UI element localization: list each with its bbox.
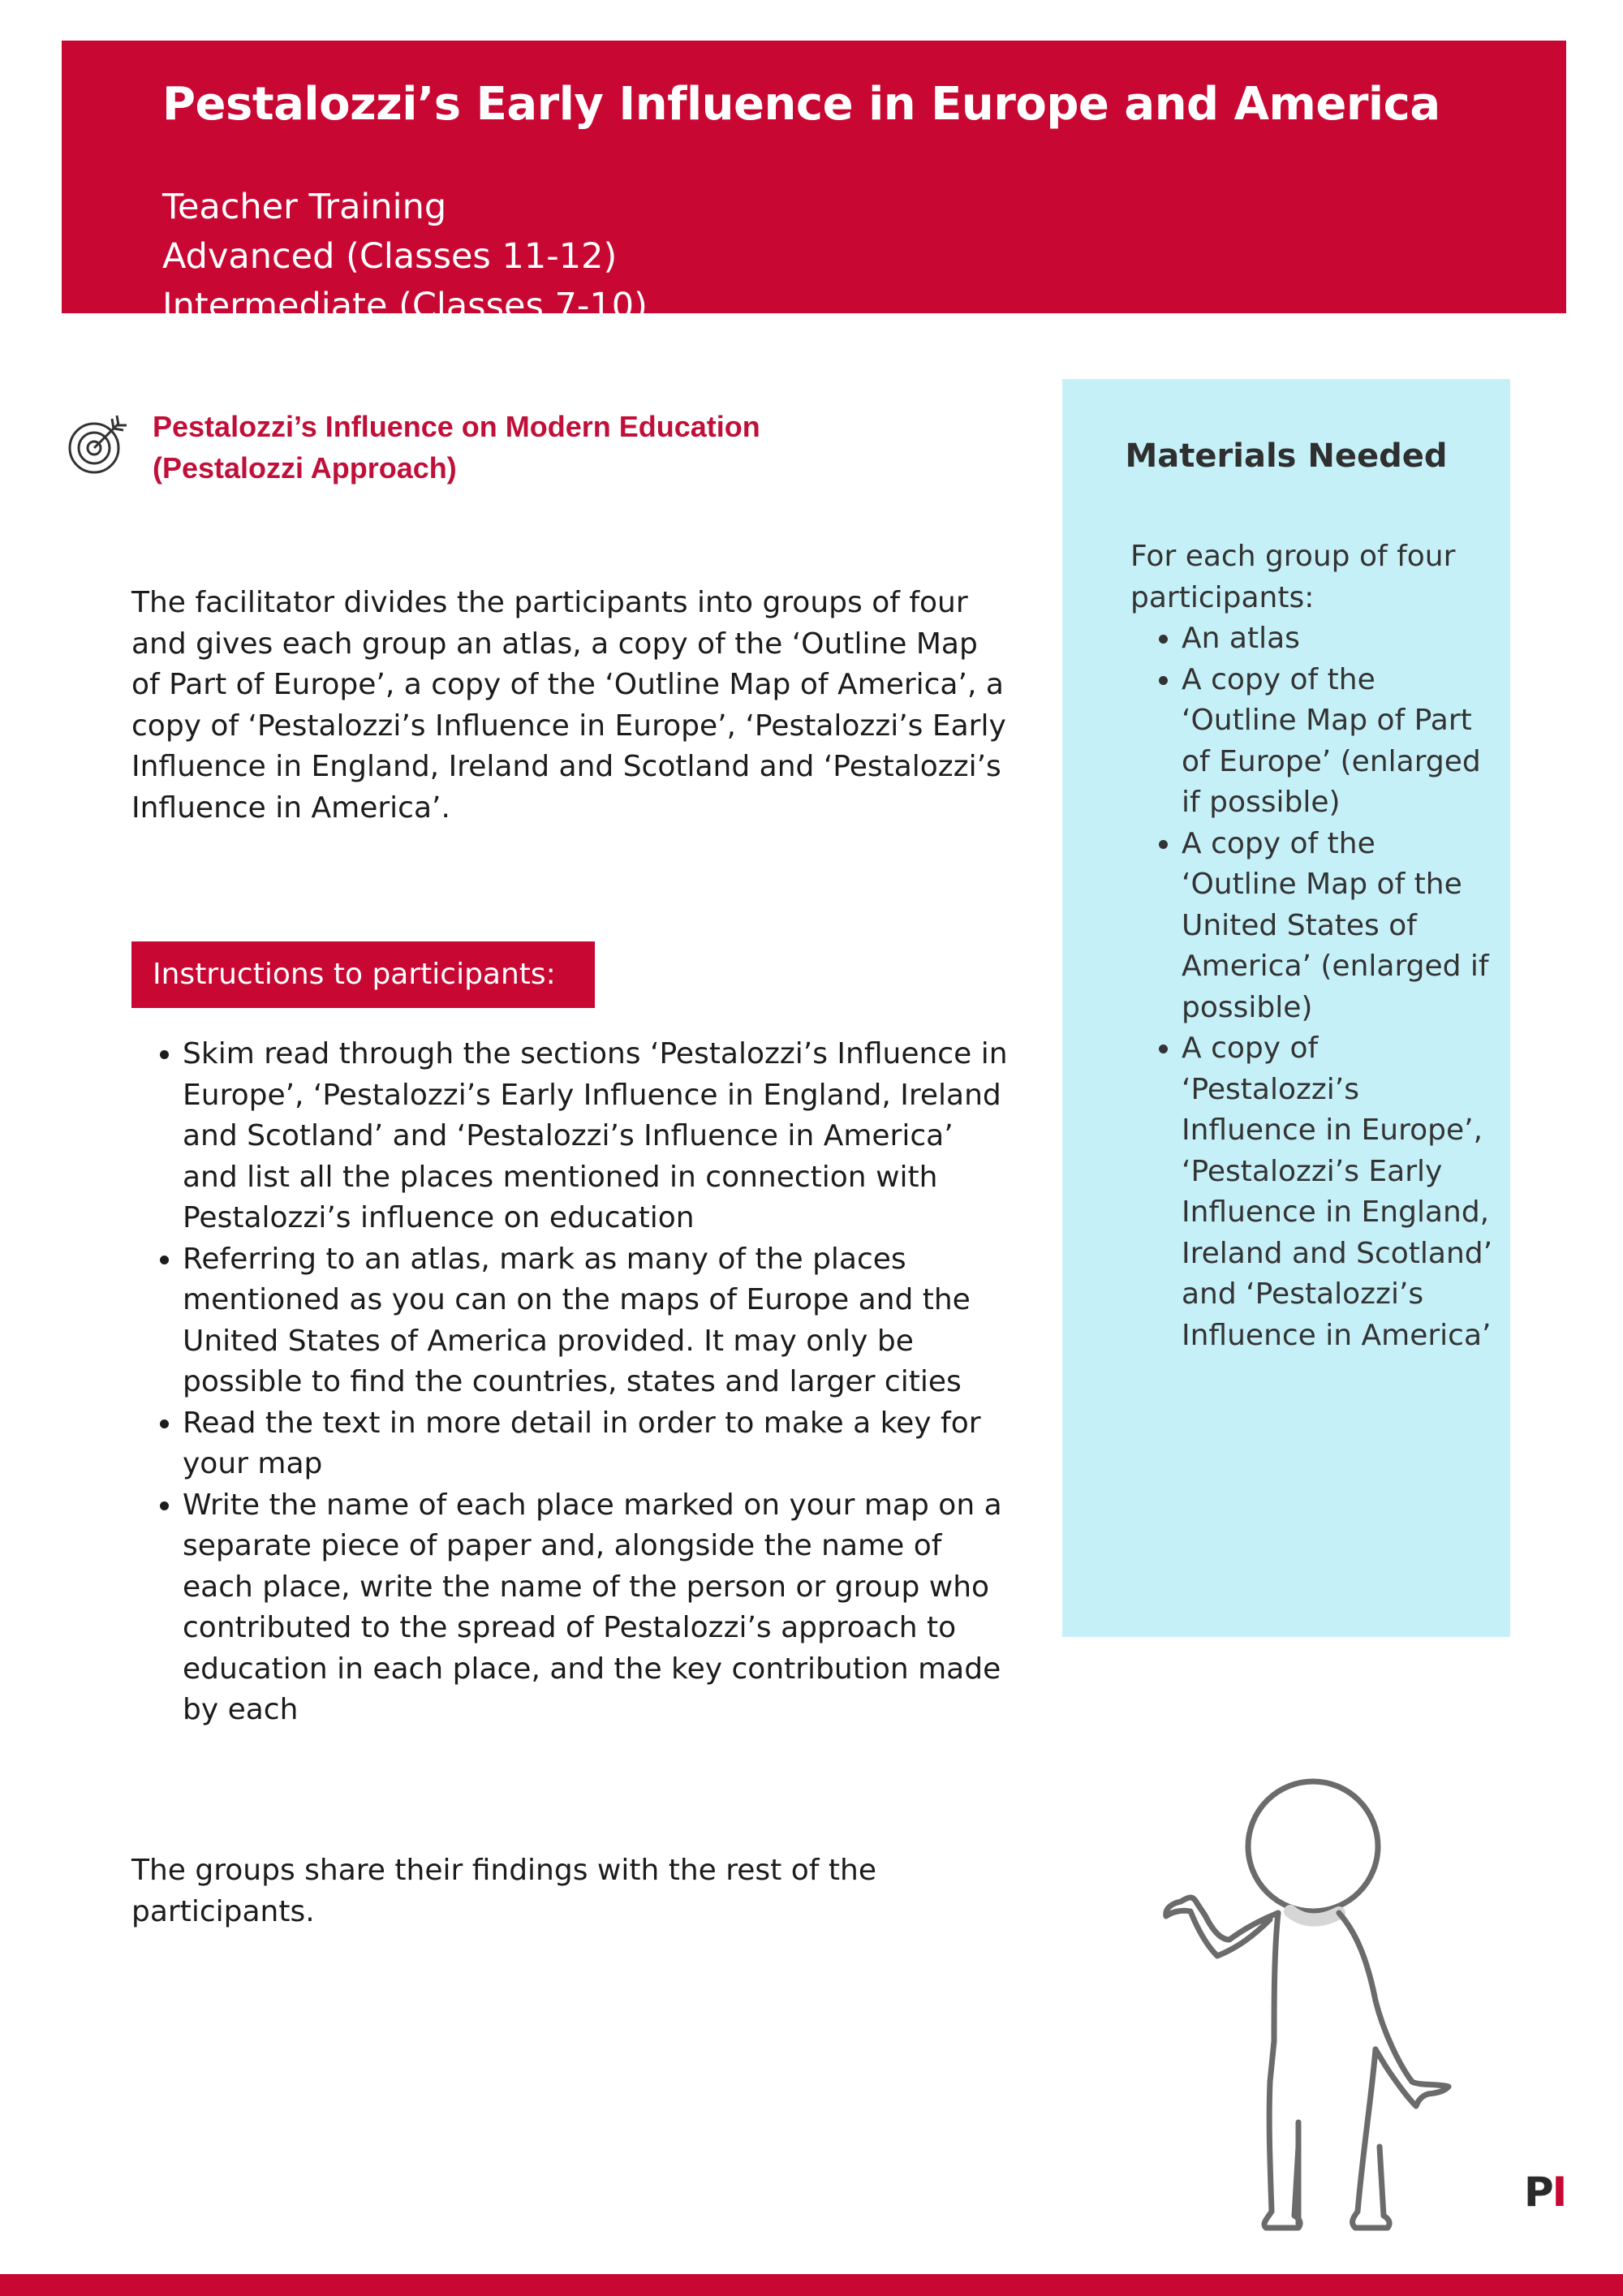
target-icon [67, 414, 128, 476]
instruction-list [131, 1034, 1008, 1731]
materials-panel [1062, 379, 1510, 1637]
list-item: • An atlas [1182, 618, 1496, 660]
intro-paragraph: The facilitator divides the participants into groups of four and gives each group an atlas, a copy of the ‘Outline Map of Part of Europe’, a copy of the ‘Outline Map of America’, a copy of ‘Pestalozzi’s Influence in Europe’, ‘Pestalozzi’s Early Influence in England, Ireland and Scotland and ‘Pestalozzi’s Influence in America’. [131, 586, 1006, 825]
list-item: • Skim read through the sections ‘Pestalozzi’s Influence in Europe’, ‘Pestalozzi’s Early Influence in England, Ireland and Scotland’ and ‘Pestalozzi’s Influence in America’ and list all the places mentioned in connection with Pestalozzi’s influence on education [183, 1034, 1008, 1239]
subtitle-intermediate: Intermediate (Classes 7-10) [162, 286, 648, 326]
subtitle-training: Teacher Training [162, 187, 447, 227]
logo-letter-p: P [1524, 2169, 1552, 2216]
materials-lead: For each group of four participants: [1130, 540, 1456, 614]
section-title [153, 406, 883, 489]
section-title-line1: Pestalozzi’s Influence on Modern Education [153, 410, 760, 443]
presenter-figure-illustration [1132, 1773, 1473, 2248]
list-item: • Referring to an atlas, mark as many of the places mentioned as you can on the maps of Europe and the United States of America provided. It may only be possible to find the countries, states and larger cities [183, 1239, 1008, 1403]
materials-title: Materials Needed [1125, 437, 1448, 475]
page-header [62, 41, 1566, 326]
section-title-line2: (Pestalozzi Approach) [153, 451, 457, 485]
subtitle-advanced: Advanced (Classes 11-12) [162, 236, 618, 277]
list-item: • A copy of the ‘Outline Map of the United States of America’ (enlarged if possible) [1182, 824, 1496, 1029]
list-item: • A copy of the ‘Outline Map of Part of Europe’ (enlarged if possible) [1182, 660, 1496, 824]
page-title: Pestalozzi’s Early Influence in Europe and America [162, 78, 1440, 131]
closing-paragraph: The groups share their findings with the rest of the participants. [131, 1854, 876, 1928]
list-item: • A copy of ‘Pestalozzi’s Influence in Europe’, ‘Pestalozzi’s Early Influence in England, Ireland and Scotland’ and ‘Pestalozzi’s Influence in America’ [1182, 1028, 1496, 1356]
materials-list [1130, 618, 1496, 1356]
instructions-label: Instructions to participants: [131, 941, 595, 1008]
footer-bar [0, 2274, 1623, 2296]
list-item: • Write the name of each place marked on your map on a separate piece of paper and, alongside the name of each place, write the name of the person or group who contributed to the spread of Pestalozzi’s approach to education in each place, and the key contribution made by each [183, 1485, 1008, 1731]
logo-letter-i: I [1552, 2169, 1566, 2216]
list-item: • Read the text in more detail in order to make a key for your map [183, 1403, 1008, 1485]
brand-logo [1524, 2169, 1565, 2216]
